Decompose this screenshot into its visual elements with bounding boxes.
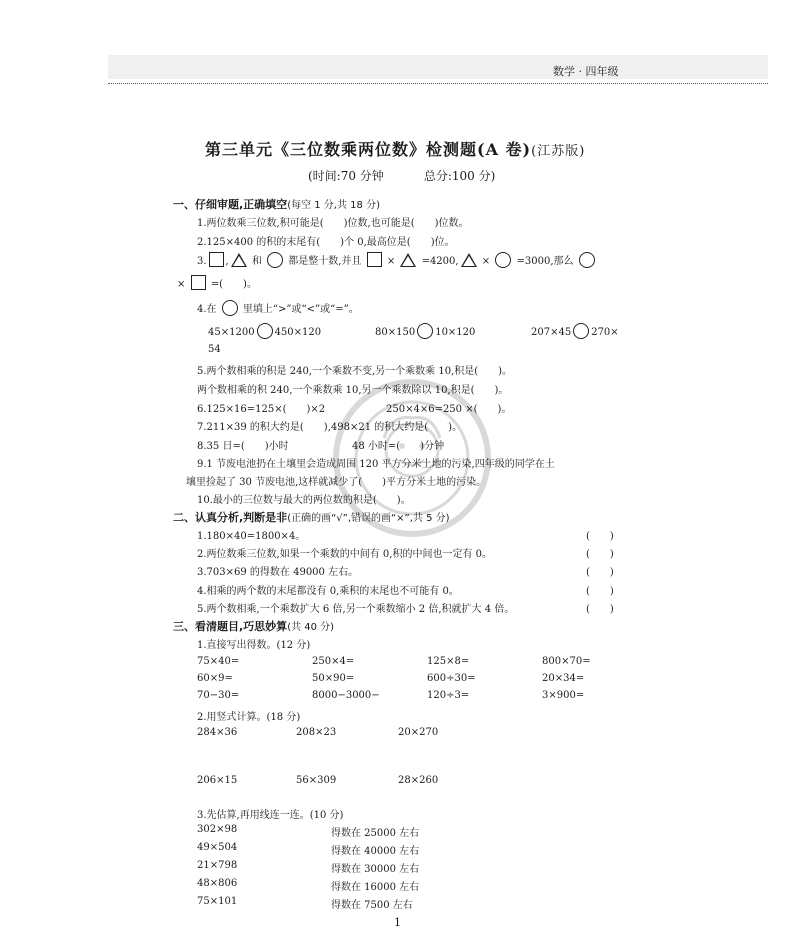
q1-10: 10.最小的三位数与最大的两位数的积是( )。 <box>197 495 411 506</box>
title-main: 第三单元《三位数乘两位数》检测题(A 卷) <box>205 140 532 159</box>
answer-circle-icon[interactable] <box>573 323 589 339</box>
q1-3-text-g: × <box>478 256 494 267</box>
q1-5b: 两个数相乘的积 240,一个乘数乘 10,另一个乘数除以 10,积是( )。 <box>197 385 509 396</box>
section-1-heading <box>173 196 380 212</box>
estimate-right[interactable]: 得数在 25000 左右 <box>331 828 420 839</box>
oral-item: 3×900= <box>542 690 585 701</box>
q1-4-c1 <box>208 323 321 339</box>
oral-item: 250×4= <box>312 656 355 667</box>
page-number: 1 <box>394 916 401 929</box>
part-2-title: 2.用竖式计算。(18 分) <box>197 712 301 723</box>
judge-answer[interactable]: ( ) <box>586 531 614 542</box>
estimate-right[interactable]: 得数在 7500 左右 <box>331 900 413 911</box>
estimate-left[interactable]: 302×98 <box>197 824 238 835</box>
vertical-item: 284×36 <box>197 727 238 738</box>
q1-9b: 壤里捡起了 30 节废电池,这样就减少了( )平方分米土地的污染。 <box>186 477 487 488</box>
q1-2: 2.125×400 的积的末尾有( )个 0,最高位是( )位。 <box>197 237 455 248</box>
q1-3-text-h: =3000,那么 <box>513 256 577 267</box>
q1-4-text-b: 里填上“>”或“<”或“=”。 <box>239 304 359 315</box>
compare-left: 80×150 <box>375 327 416 338</box>
estimate-right[interactable]: 得数在 16000 左右 <box>331 882 420 893</box>
header-strip <box>108 55 768 79</box>
judge-item: 2.两位数乘三位数,如果一个乘数的中间有 0,积的中间也一定有 0。 <box>197 549 492 560</box>
part-1-title: 1.直接写出得数。(12 分) <box>197 640 311 651</box>
compare-left: 45×1200 <box>208 327 255 338</box>
triangle-icon <box>461 253 477 267</box>
q1-3-text-d: 都是整十数,并且 <box>285 256 365 267</box>
estimate-right[interactable]: 得数在 30000 左右 <box>331 864 420 875</box>
q1-3-text-b: , <box>225 256 229 267</box>
judge-answer[interactable]: ( ) <box>586 567 614 578</box>
circle-icon <box>222 300 238 316</box>
q1-4-c2 <box>375 323 475 339</box>
section-1-title: 一、仔细审题,正确填空 <box>173 198 288 211</box>
vertical-item: 28×260 <box>398 775 439 786</box>
q1-4-text-a: 4.在 <box>197 304 220 315</box>
oral-item: 50×90= <box>312 673 355 684</box>
oral-item: 75×40= <box>197 656 240 667</box>
estimate-left[interactable]: 75×101 <box>197 896 238 907</box>
square-icon <box>367 252 382 267</box>
q1-9a: 9.1 节废电池扔在土壤里会造成周围 120 平方分米土地的污染,四年级的同学在土 <box>197 459 555 470</box>
section-3-heading <box>173 618 334 634</box>
circle-icon <box>267 252 283 268</box>
circle-icon <box>579 252 595 268</box>
header-subject: 数学 · 四年级 <box>553 65 619 78</box>
subtitle <box>308 167 495 184</box>
part-3-title: 3.先估算,再用线连一连。(10 分) <box>197 810 344 821</box>
oral-item: 800×70= <box>542 656 591 667</box>
circle-icon <box>495 252 511 268</box>
section-2-title: 二、认真分析,判断是非 <box>173 511 288 524</box>
estimate-right[interactable]: 得数在 40000 左右 <box>331 846 420 857</box>
answer-circle-icon[interactable] <box>417 323 433 339</box>
oral-item: 120÷3= <box>427 690 470 701</box>
vertical-item: 20×270 <box>398 727 439 738</box>
section-2-note: (正确的画“√”,错误的画“×”,共 5 分) <box>287 513 450 524</box>
judge-answer[interactable]: ( ) <box>586 549 614 560</box>
page-title <box>205 137 585 160</box>
oral-item: 20×34= <box>542 673 585 684</box>
compare-right: 270× <box>591 327 619 338</box>
estimate-left[interactable]: 49×504 <box>197 842 238 853</box>
q1-4-c3 <box>531 323 619 339</box>
section-3-note: (共 40 分) <box>287 622 335 633</box>
vertical-item: 56×309 <box>296 775 337 786</box>
q1-1: 1.两位数乘三位数,积可能是( )位数,也可能是( )位数。 <box>197 218 469 229</box>
judge-answer[interactable]: ( ) <box>586 586 614 597</box>
oral-item: 600÷30= <box>427 673 476 684</box>
oral-item: 60×9= <box>197 673 233 684</box>
q1-5a: 5.两个数相乘的积是 240,一个乘数不变,另一个乘数乘 10,积是( )。 <box>197 366 513 377</box>
q1-7: 7.211×39 的积大约是( ),498×21 的积大约是( )。 <box>197 422 463 433</box>
q1-3-text-j: =( )。 <box>207 279 257 290</box>
subtitle-time: (时间:70 分钟 <box>308 169 384 183</box>
triangle-icon <box>400 253 416 267</box>
judge-item: 5.两个数相乘,一个乘数扩大 6 倍,另一个乘数缩小 2 倍,积就扩大 4 倍。 <box>197 604 515 615</box>
triangle-icon <box>231 253 247 267</box>
title-edition: (江苏版) <box>531 144 586 159</box>
q1-3-num: 3. <box>197 256 207 267</box>
q1-6b: 250×4×6=250 ×( )。 <box>386 404 512 415</box>
vertical-item: 208×23 <box>296 727 337 738</box>
q1-4-c3-cont: 54 <box>208 344 221 355</box>
header-divider <box>108 83 768 84</box>
q1-3-cont <box>177 275 257 290</box>
subtitle-score: 总分:100 分) <box>423 169 496 183</box>
judge-item: 4.相乘的两个数的末尾都没有 0,乘积的末尾也不可能有 0。 <box>197 586 459 597</box>
judge-item: 3.703×69 的得数在 49000 左右。 <box>197 567 359 578</box>
oral-item: 70−30= <box>197 690 240 701</box>
compare-right: 450×120 <box>274 327 322 338</box>
square-icon <box>191 275 206 290</box>
estimate-left[interactable]: 48×806 <box>197 878 238 889</box>
compare-left: 207×45 <box>531 327 572 338</box>
q1-3 <box>197 252 597 268</box>
oral-item: 125×8= <box>427 656 470 667</box>
judge-item: 1.180×40=1800×4。 <box>197 531 306 542</box>
answer-circle-icon[interactable] <box>257 323 273 339</box>
section-2-heading <box>173 509 450 525</box>
q1-3-text-f: =4200, <box>418 256 459 267</box>
oral-item: 8000−3000− <box>312 690 380 701</box>
square-icon <box>209 252 224 267</box>
q1-3-text-i: × <box>177 279 186 290</box>
section-1-note: (每空 1 分,共 18 分) <box>287 200 380 211</box>
q1-4 <box>197 300 359 316</box>
estimate-left[interactable]: 21×798 <box>197 860 238 871</box>
q1-6a: 6.125×16=125×( )×2 <box>197 404 326 415</box>
section-3-title: 三、看清题目,巧思妙算 <box>173 620 288 633</box>
q1-3-text-e: × <box>383 256 399 267</box>
judge-answer[interactable]: ( ) <box>586 604 614 615</box>
compare-right: 10×120 <box>435 327 476 338</box>
vertical-item: 206×15 <box>197 775 238 786</box>
q1-8b: 48 小时=( )分钟 <box>352 441 445 452</box>
q1-8a: 8.35 日=( )小时 <box>197 441 289 452</box>
q1-3-text-c: 和 <box>248 256 266 267</box>
